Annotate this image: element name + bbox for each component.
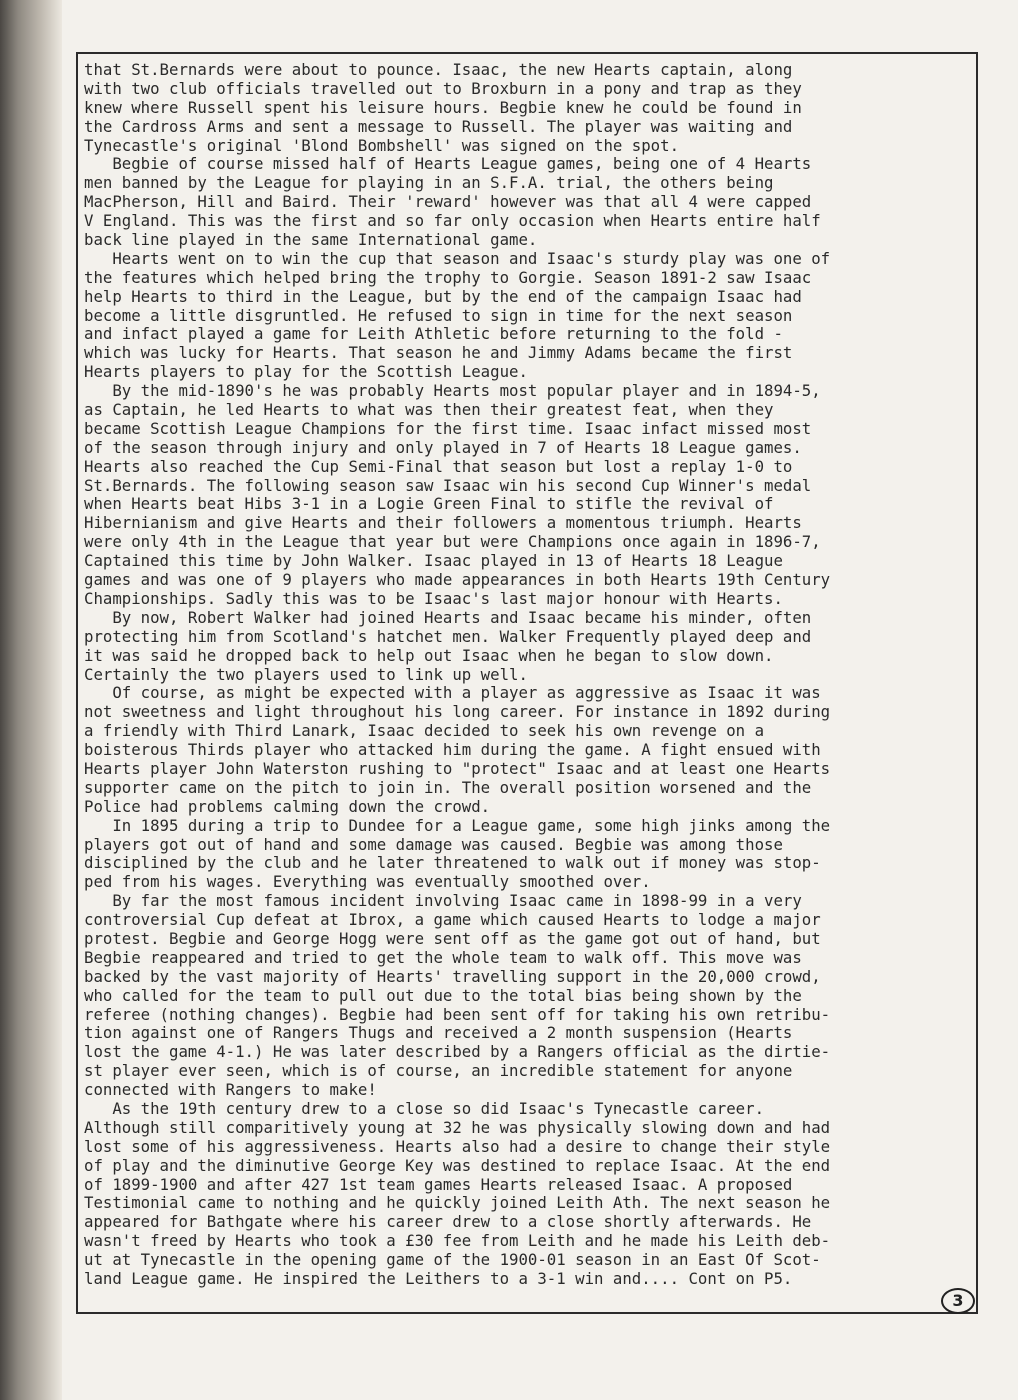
text-line: of 1899-1900 and after 427 1st team games Hearts released Isaac. A proposed bbox=[84, 1174, 793, 1194]
text-line: the Cardross Arms and sent a message to Russell. The player was waiting and bbox=[84, 116, 793, 136]
text-line: as Captain, he led Hearts to what was then their greatest feat, when they bbox=[84, 400, 774, 420]
text-line: of the season through injury and only played in 7 of Hearts 18 League games. bbox=[84, 437, 802, 457]
text-line: Tynecastle's original 'Blond Bombshell' was signed on the spot. bbox=[84, 135, 680, 155]
text-line: controversial Cup defeat at Ibrox, a game which caused Hearts to lodge a major bbox=[84, 910, 821, 930]
text-line: became Scottish League Champions for the first time. Isaac infact missed most bbox=[84, 418, 812, 438]
text-line: st player ever seen, which is of course, an incredible statement for anyone bbox=[84, 1061, 793, 1081]
text-line: a friendly with Third Lanark, Isaac decided to seek his own revenge on a bbox=[84, 721, 765, 741]
text-line: Testimonial came to nothing and he quickly joined Leith Ath. The next season he bbox=[84, 1193, 831, 1213]
text-line: wasn't freed by Hearts who took a £30 fee from Leith and he made his Leith deb- bbox=[84, 1231, 831, 1251]
text-line: Hearts went on to win the cup that season and Isaac's sturdy play was one of bbox=[84, 248, 831, 268]
text-line: when Hearts beat Hibs 3-1 in a Logie Green Final to stifle the revival of bbox=[84, 494, 774, 514]
text-line: By the mid-1890's he was probably Hearts most popular player and in 1894-5, bbox=[84, 381, 821, 401]
text-line: Begbie reappeared and tried to get the whole team to walk off. This move was bbox=[84, 947, 802, 967]
text-line: that St.Bernards were about to pounce. Isaac, the new Hearts captain, along bbox=[84, 60, 793, 79]
text-line: it was said he dropped back to help out Isaac when he began to slow down. bbox=[84, 645, 774, 665]
text-line: supporter came on the pitch to join in. The overall position worsened and the bbox=[84, 777, 812, 797]
text-line: referee (nothing changes). Begbie had been sent off for taking his own retribu- bbox=[84, 1004, 831, 1024]
text-line: Of course, as might be expected with a player as aggressive as Isaac it was bbox=[84, 683, 821, 703]
text-line: By far the most famous incident involving Isaac came in 1898-99 in a very bbox=[84, 891, 802, 911]
text-line: appeared for Bathgate where his career drew to a close shortly afterwards. He bbox=[84, 1212, 812, 1232]
text-line: the features which helped bring the trophy to Gorgie. Season 1891-2 saw Isaac bbox=[84, 267, 812, 287]
text-line: tion against one of Rangers Thugs and received a 2 month suspension (Hearts bbox=[84, 1023, 793, 1043]
text-line: ut at Tynecastle in the opening game of the 1900-01 season in an East Of Scot- bbox=[84, 1250, 821, 1270]
text-line: boisterous Thirds player who attacked him during the game. A fight ensued with bbox=[84, 740, 821, 760]
text-line: Hearts players to play for the Scottish League. bbox=[84, 362, 528, 382]
text-line: lost some of his aggressiveness. Hearts also had a desire to change their style bbox=[84, 1136, 831, 1156]
article-body bbox=[84, 61, 974, 1289]
text-line: Begbie of course missed half of Hearts League games, being one of 4 Hearts bbox=[84, 154, 812, 174]
text-line: By now, Robert Walker had joined Hearts and Isaac became his minder, often bbox=[84, 607, 812, 627]
text-line: lost the game 4-1.) He was later described by a Rangers official as the dirtie- bbox=[84, 1042, 831, 1062]
text-line: become a little disgruntled. He refused to sign in time for the next season bbox=[84, 305, 793, 325]
page-edge-shadow bbox=[0, 0, 62, 1400]
text-line: Championships. Sadly this was to be Isaac's last major honour with Hearts. bbox=[84, 588, 783, 608]
text-line: Captained this time by John Walker. Isaac played in 13 of Hearts 18 League bbox=[84, 551, 783, 571]
text-line: Hearts also reached the Cup Semi-Final that season but lost a replay 1-0 to bbox=[84, 456, 793, 476]
text-line: land League game. He inspired the Leithers to a 3-1 win and.... Cont on P5. bbox=[84, 1269, 793, 1288]
text-line: backed by the vast majority of Hearts' travelling support in the 20,000 crowd, bbox=[84, 966, 821, 986]
text-line: disciplined by the club and he later threatened to walk out if money was stop- bbox=[84, 853, 821, 873]
text-line: V England. This was the first and so far only occasion when Hearts entire half bbox=[84, 211, 821, 231]
text-line: protest. Begbie and George Hogg were sent off as the game got out of hand, but bbox=[84, 928, 821, 948]
text-line: Hibernianism and give Hearts and their followers a momentous triumph. Hearts bbox=[84, 513, 802, 533]
text-line: In 1895 during a trip to Dundee for a League game, some high jinks among the bbox=[84, 815, 831, 835]
text-line: knew where Russell spent his leisure hours. Begbie knew he could be found in bbox=[84, 97, 802, 117]
text-line: Certainly the two players used to link up well. bbox=[84, 664, 528, 684]
text-line: back line played in the same International game. bbox=[84, 230, 538, 250]
text-line: St.Bernards. The following season saw Isaac win his second Cup Winner's medal bbox=[84, 475, 812, 495]
text-line: connected with Rangers to make! bbox=[84, 1080, 377, 1100]
text-line: games and was one of 9 players who made appearances in both Hearts 19th Century bbox=[84, 570, 831, 590]
page-number-badge: 3 bbox=[941, 1288, 975, 1314]
text-line: help Hearts to third in the League, but by the end of the campaign Isaac had bbox=[84, 286, 802, 306]
text-line: ped from his wages. Everything was eventually smoothed over. bbox=[84, 872, 651, 892]
text-line: not sweetness and light throughout his long career. For instance in 1892 during bbox=[84, 702, 831, 722]
text-line: Although still comparitively young at 32 he was physically slowing down and had bbox=[84, 1117, 831, 1137]
text-line: men banned by the League for playing in an S.F.A. trial, the others being bbox=[84, 173, 774, 193]
text-line: who called for the team to pull out due to the total bias being shown by the bbox=[84, 985, 802, 1005]
text-line: players got out of hand and some damage was caused. Begbie was among those bbox=[84, 834, 783, 854]
text-line: Police had problems calming down the crowd. bbox=[84, 796, 491, 816]
text-line: MacPherson, Hill and Baird. Their 'reward' however was that all 4 were capped bbox=[84, 192, 812, 212]
text-line: of play and the diminutive George Key was destined to replace Isaac. At the end bbox=[84, 1155, 831, 1175]
text-line: As the 19th century drew to a close so did Isaac's Tynecastle career. bbox=[84, 1098, 765, 1118]
text-line: and infact played a game for Leith Athletic before returning to the fold - bbox=[84, 324, 783, 344]
text-line: Hearts player John Waterston rushing to "protect" Isaac and at least one Hearts bbox=[84, 758, 831, 778]
text-line: with two club officials travelled out to Broxburn in a pony and trap as they bbox=[84, 78, 802, 98]
text-line: which was lucky for Hearts. That season he and Jimmy Adams became the first bbox=[84, 343, 793, 363]
text-line: were only 4th in the League that year but were Champions once again in 1896-7, bbox=[84, 532, 821, 552]
text-line: protecting him from Scotland's hatchet men. Walker Frequently played deep and bbox=[84, 626, 812, 646]
